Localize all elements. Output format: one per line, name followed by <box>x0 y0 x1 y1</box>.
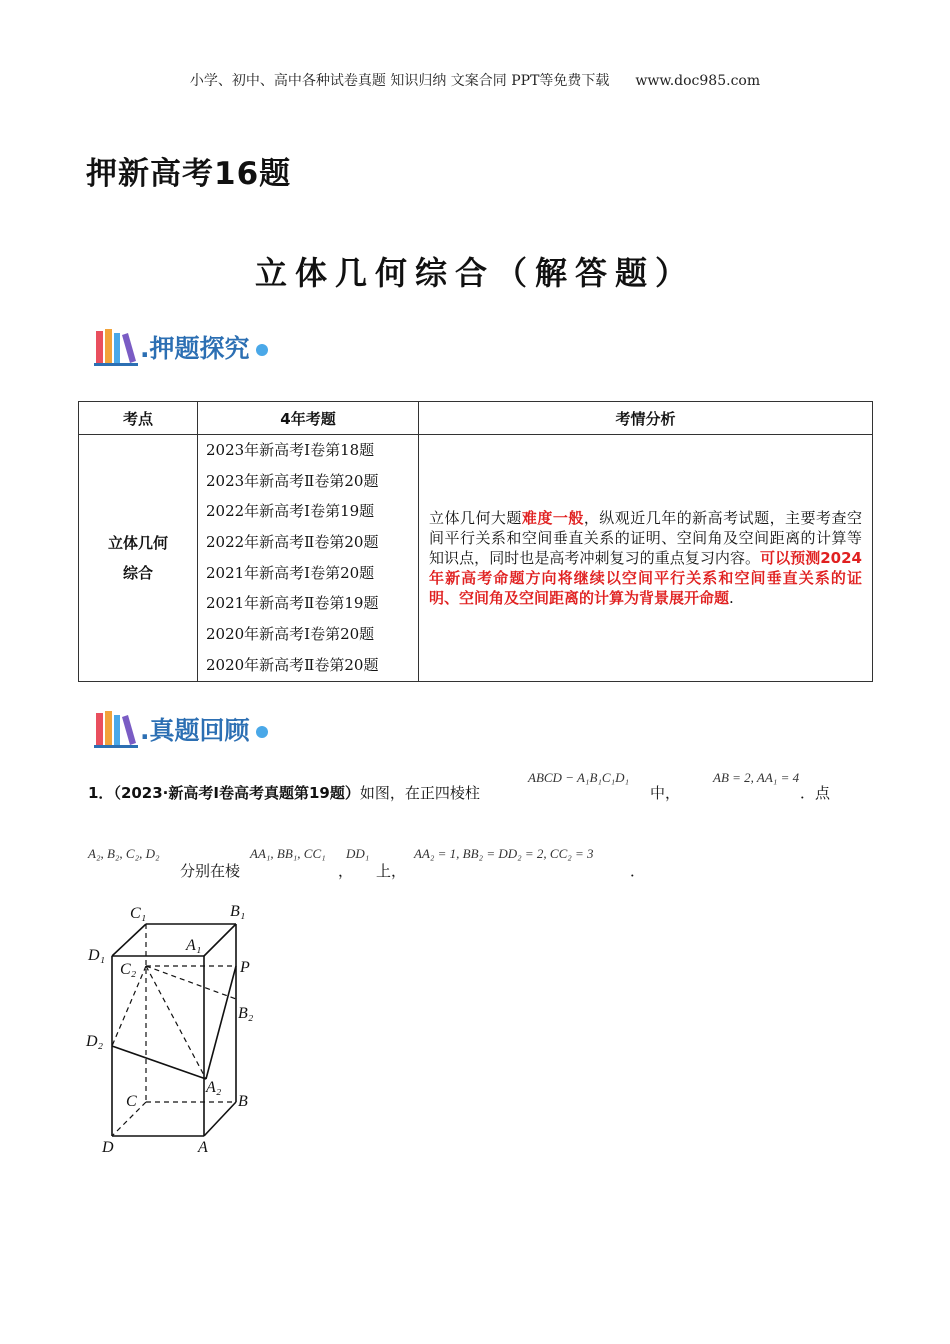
question-source: （2023·新高考Ⅰ卷高考真题第19题） <box>113 784 360 802</box>
label-D: D <box>102 1139 114 1156</box>
page-title: 立体几何综合（解答题） <box>254 254 695 292</box>
header-site-link[interactable]: www.doc985.com <box>635 73 761 89</box>
question-line-1 <box>88 782 480 803</box>
books-icon <box>94 709 138 749</box>
math-expression: AA₁, BB₁, CC₁ <box>250 846 326 861</box>
analysis-text: . <box>729 588 734 607</box>
years-cell <box>198 435 419 682</box>
math-expression: ABCD − A₁B₁C₁D₁ <box>528 770 629 785</box>
label-A1: A₁ <box>186 937 202 954</box>
question-text: 分别在棱 <box>180 862 241 880</box>
topic-line: 立体几何 <box>107 533 168 552</box>
math-expression: DD₁ <box>346 846 370 861</box>
header-text: 小学、初中、高中各种试卷真题 知识归纳 文案合同 PPT等免费下载 <box>189 73 610 89</box>
label-B2: B₂ <box>238 1005 254 1022</box>
label-B1: B₁ <box>230 903 246 920</box>
topic-line: 综合 <box>122 563 153 582</box>
year-item: 2021年新高考Ⅱ卷第19题 <box>206 594 379 613</box>
label-C2: C₂ <box>120 961 137 978</box>
label-C: C <box>126 1093 137 1110</box>
math-expression: AB = 2, AA₁ = 4 <box>713 770 800 785</box>
books-icon <box>94 327 138 367</box>
question-text: 如图，在正四棱柱 <box>359 784 480 802</box>
question-text: ． <box>630 862 646 880</box>
prism-figure <box>84 896 274 1158</box>
section-label: .真题回顾 <box>140 716 250 745</box>
question-text: ．点 <box>800 784 831 802</box>
math-expression: AA₂ = 1, BB₂ = DD₂ = 2, CC₂ = 3 <box>414 846 594 861</box>
analysis-highlight: 可以预测2024年新高考命题方向将继续以空间平行关系和空间垂直关系的证明、空间角及空间距离的计算为背景展开命题 <box>429 548 862 607</box>
year-item: 2021年新高考Ⅰ卷第20题 <box>206 563 375 582</box>
series-title: 押新高考16题 <box>86 156 292 192</box>
year-item: 2023年新高考Ⅰ卷第18题 <box>206 441 375 459</box>
math-expression: A₂, B₂, C₂, D₂ <box>88 846 160 861</box>
section-banner-forecast <box>94 326 268 368</box>
analysis-text: ，纵观近几年的新高考试题，主要考查空间平行关系和空间垂直关系的证明、空间角及空间距离的计算等知识点，同时也是高考冲刺复习的重点复习内容。 <box>429 508 862 567</box>
year-item: 2023年新高考Ⅱ卷第20题 <box>206 471 379 490</box>
table-header-row <box>79 402 873 435</box>
label-D2: D₂ <box>86 1033 104 1050</box>
label-A: A <box>198 1139 208 1156</box>
section-banner-review <box>94 708 268 750</box>
dot-icon <box>256 344 268 356</box>
year-item: 2020年新高考Ⅰ卷第20题 <box>206 625 375 644</box>
section-label: .押题探究 <box>140 334 250 363</box>
year-item: 2022年新高考Ⅰ卷第19题 <box>206 502 375 521</box>
question-number: 1． <box>88 784 114 802</box>
analysis-text: 立体几何大题 <box>429 508 522 527</box>
page-header <box>0 70 950 90</box>
exam-topic-table <box>78 401 873 682</box>
question-text: 上， <box>376 862 407 880</box>
year-item: 2022年新高考Ⅱ卷第20题 <box>206 533 379 552</box>
year-item: 2020年新高考Ⅱ卷第20题 <box>206 655 379 674</box>
header-analysis: 考情分析 <box>419 402 873 435</box>
vertex-labels <box>85 903 254 1156</box>
question-text: 中， <box>650 784 681 802</box>
header-years: 4年考题 <box>198 402 419 435</box>
topic-cell <box>79 435 198 682</box>
label-C1: C₁ <box>130 905 147 922</box>
label-B: B <box>238 1093 248 1110</box>
label-A2: A₂ <box>206 1079 222 1096</box>
question-text: ， <box>338 862 354 880</box>
analysis-cell <box>419 435 873 682</box>
label-P: P <box>240 959 250 976</box>
dot-icon <box>256 726 268 738</box>
table-row <box>79 435 873 682</box>
header-topic: 考点 <box>79 402 198 435</box>
label-D1: D₁ <box>88 947 106 964</box>
analysis-highlight: 难度一般 <box>521 508 584 527</box>
